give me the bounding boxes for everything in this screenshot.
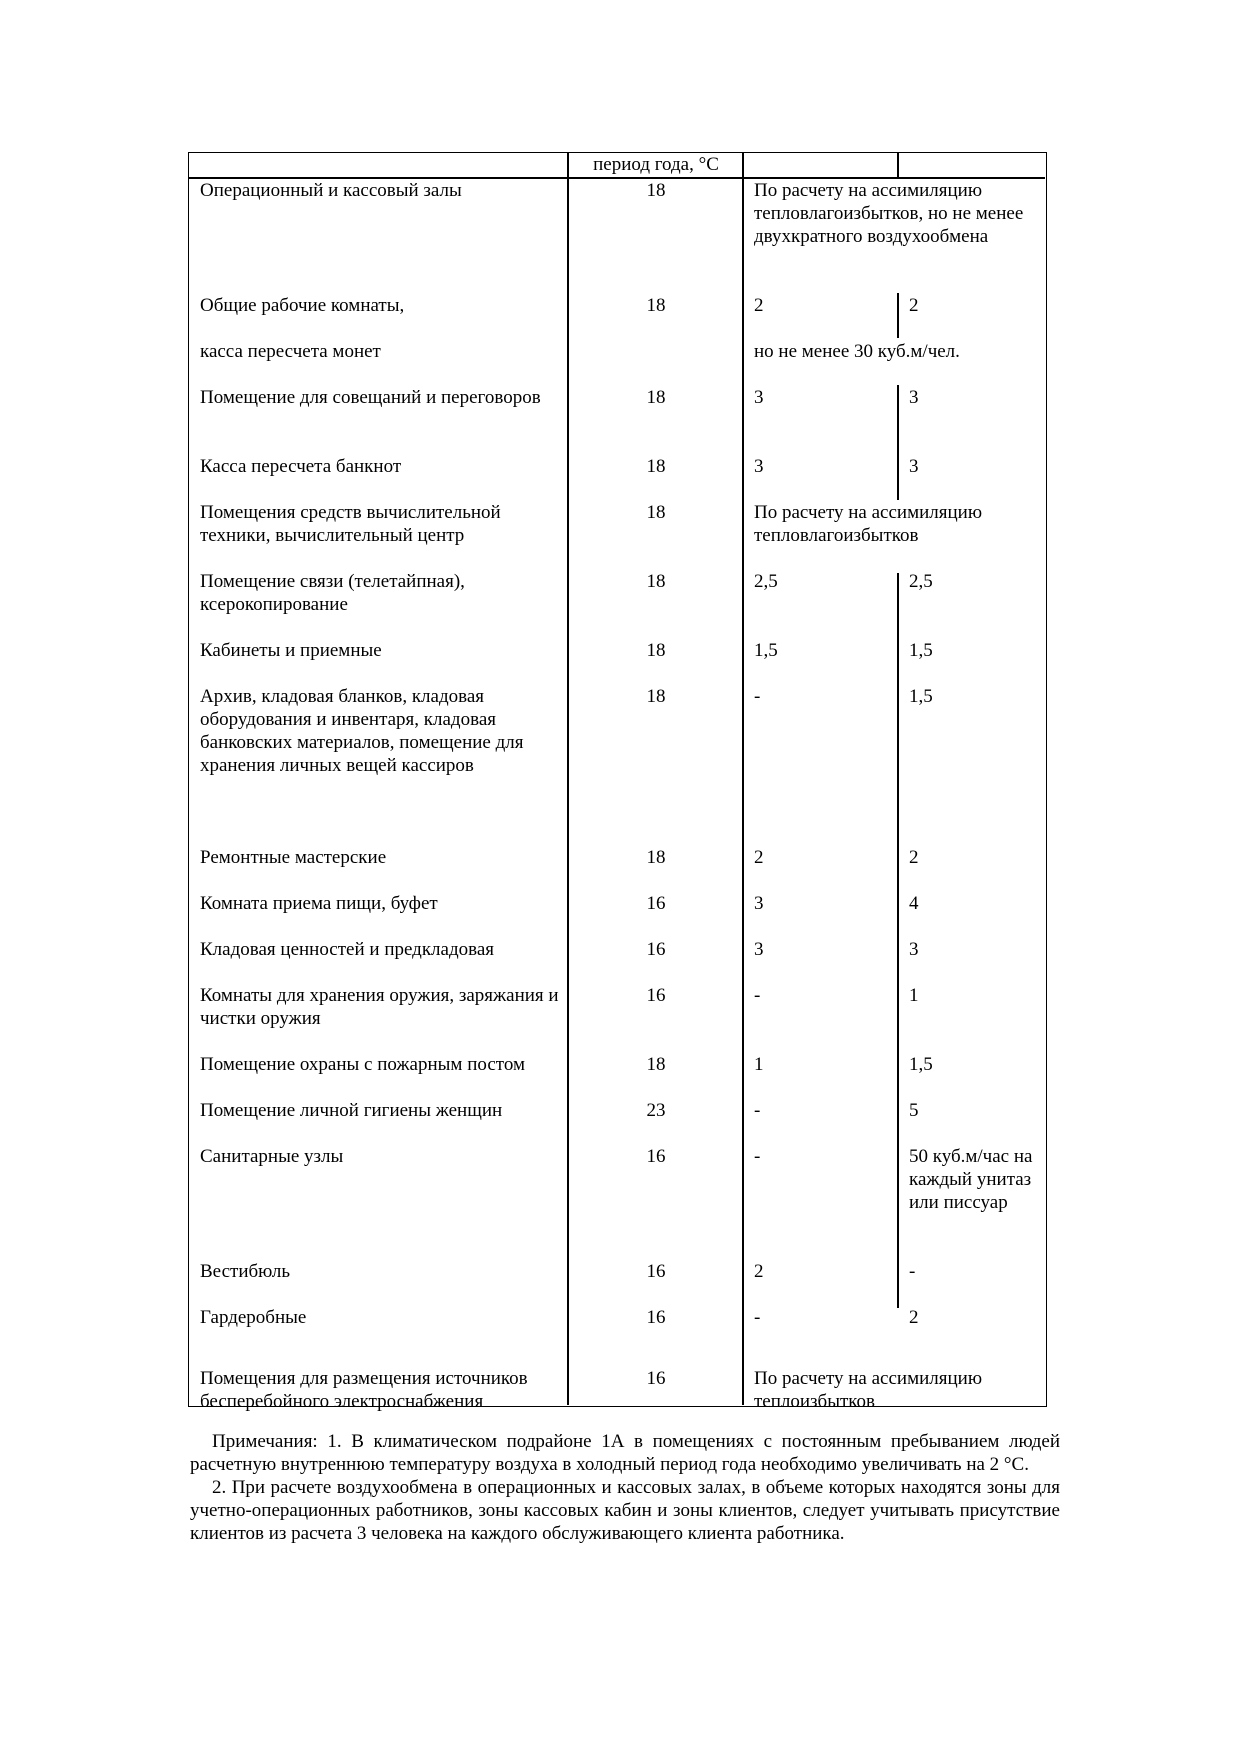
- row-airflow-a: -: [754, 1100, 761, 1121]
- row-temp: 16: [646, 985, 666, 1006]
- row-airflow-a: -: [754, 686, 761, 707]
- row-name: Архив, кладовая бланков, кладовая оборудования и инвентаря, кладовая банковских материалов, помещение для хранения личных вещей кассиров: [200, 686, 524, 776]
- row-name: Помещения средств вычислительной техники, вычислительный центр: [200, 502, 501, 546]
- note-1: Примечания: 1. В климатическом подрайоне 1А в помещениях с постоянным пребыванием людей расчетную внутреннюю температуру воздуха в холодный период года необходимо увеличивать на 2 °C.: [190, 1431, 1060, 1475]
- row-airflow-b: 1,5: [909, 640, 933, 661]
- row-airflow-b: 3: [909, 939, 919, 960]
- row-airflow-b: 1,5: [909, 1054, 933, 1075]
- row-airflow-a: -: [754, 1307, 761, 1328]
- row-name: Вестибюль: [200, 1261, 291, 1282]
- row-airflow-b: 1: [909, 985, 919, 1006]
- row-name: Ремонтные мастерские: [200, 847, 387, 868]
- row-airflow-a: 3: [754, 387, 764, 408]
- row-airflow-span: По расчету на ассимиляцию тепловлагоизбытков, но не менее двухкратного воздухообмена: [754, 180, 1024, 247]
- row-name: Комнаты для хранения оружия, заряжания и чистки оружия: [200, 985, 559, 1029]
- row-airflow-a: -: [754, 985, 761, 1006]
- row-temp: 18: [646, 387, 666, 408]
- row-name: Помещение личной гигиены женщин: [200, 1100, 503, 1121]
- row-name: Помещение охраны с пожарным постом: [200, 1054, 525, 1075]
- row-airflow-span: но не менее 30 куб.м/чел.: [754, 341, 960, 362]
- row-airflow-span: По расчету на ассимиляцию тепловлагоизбытков: [754, 502, 983, 546]
- row-airflow-b: 2: [909, 295, 919, 316]
- row-name: Кладовая ценностей и предкладовая: [200, 939, 495, 960]
- row-temp: 18: [646, 295, 666, 316]
- row-airflow-b: 3: [909, 456, 919, 477]
- row-temp: 16: [646, 1261, 666, 1282]
- row-airflow-b: 2: [909, 847, 919, 868]
- row-airflow-b: 2: [909, 1307, 919, 1328]
- row-name: Санитарные узлы: [200, 1146, 344, 1167]
- row-name: Операционный и кассовый залы: [200, 180, 462, 201]
- row-airflow-a: 3: [754, 456, 764, 477]
- row-airflow-a: 1: [754, 1054, 764, 1075]
- row-temp: 18: [646, 180, 666, 201]
- row-temp: 18: [646, 640, 666, 661]
- row-temp: 23: [646, 1100, 666, 1121]
- row-name: Общие рабочие комнаты,: [200, 295, 405, 316]
- row-airflow-b: 3: [909, 387, 919, 408]
- row-airflow-b: 2,5: [909, 571, 933, 592]
- notes: [190, 1430, 1060, 1545]
- note-2: 2. При расчете воздухообмена в операционных и кассовых залах, в объеме которых находятся зоны для учетно-операционных работников, зоны кассовых кабин и зоны клиентов, следует учитывать присутствие клиентов из расчета 3 человека на каждого обслуживающего клиента работника.: [190, 1477, 1060, 1544]
- row-temp: 18: [646, 456, 666, 477]
- col-divider-3-header: [897, 153, 899, 177]
- row-temp: 16: [646, 1368, 666, 1389]
- row-temp: 18: [646, 1054, 666, 1075]
- row-airflow-a: -: [754, 1146, 761, 1167]
- row-airflow-b: -: [909, 1261, 916, 1282]
- row-airflow-a: 3: [754, 893, 764, 914]
- row-airflow-a: 2: [754, 847, 764, 868]
- row-airflow-a: 2: [754, 295, 764, 316]
- row-temp: 18: [646, 847, 666, 868]
- row-temp: 18: [646, 502, 666, 523]
- row-name: Помещение связи (телетайпная), ксерокопирование: [200, 571, 465, 615]
- row-temp: 16: [646, 1146, 666, 1167]
- col-divider-2: [742, 153, 744, 1405]
- row-airflow-a: 3: [754, 939, 764, 960]
- row-temp: 16: [646, 939, 666, 960]
- row-name: Помещения для размещения источников бесперебойного электроснабжения: [200, 1368, 528, 1412]
- row-airflow-a: 2: [754, 1261, 764, 1282]
- row-airflow-a: 1,5: [754, 640, 778, 661]
- row-airflow-span: По расчету на ассимиляцию теплоизбытков: [754, 1368, 983, 1412]
- row-temp: 16: [646, 1307, 666, 1328]
- row-airflow-a: 2,5: [754, 571, 778, 592]
- row-name: Комната приема пищи, буфет: [200, 893, 438, 914]
- col-divider-1: [567, 153, 569, 1405]
- row-name: Гардеробные: [200, 1307, 307, 1328]
- row-temp: 18: [646, 686, 666, 707]
- row-name: Кабинеты и приемные: [200, 640, 382, 661]
- row-name: касса пересчета монет: [200, 341, 381, 362]
- row-name: Касса пересчета банкнот: [200, 456, 402, 477]
- row-temp: 18: [646, 571, 666, 592]
- row-airflow-b: 4: [909, 893, 919, 914]
- header-temp-cell: период года, °C: [593, 154, 719, 175]
- row-airflow-b: 50 куб.м/час на каждый унитаз или писсуар: [909, 1146, 1033, 1213]
- ventilation-table: [188, 152, 1047, 1412]
- row-name: Помещение для совещаний и переговоров: [200, 387, 541, 408]
- row-airflow-b: 1,5: [909, 686, 933, 707]
- row-airflow-b: 5: [909, 1100, 919, 1121]
- row-temp: 16: [646, 893, 666, 914]
